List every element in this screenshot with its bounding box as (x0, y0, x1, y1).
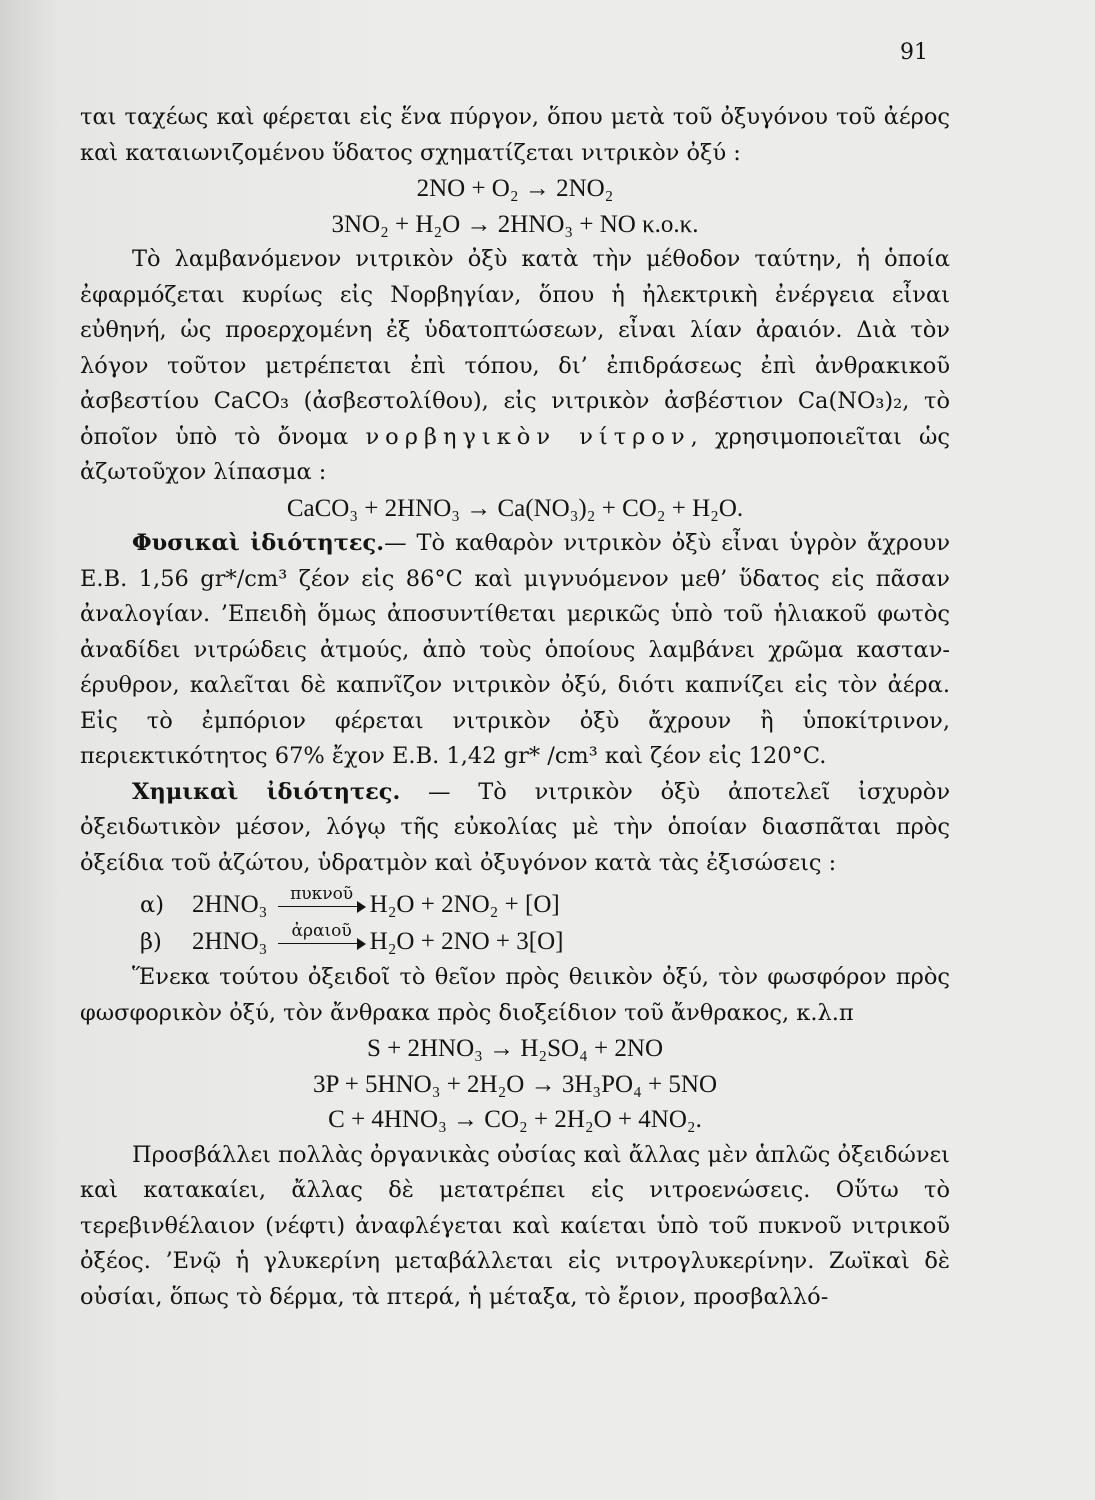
chemical-text: — Τὸ νιτρικὸν ὀξὺ ἀποτελεῖ ἰσχυρὸν ὀξειδωτικὸν μέσον, λόγῳ τῆς εὐκολίας μὲ τὴν ὁποίαν διασπᾶται πρὸς ὀξείδια τοῦ ἀζώτου, ὑδρατμὸν καὶ ὀξυγόνον κατὰ τὰς ἐξισώσεις : (80, 778, 951, 876)
physical-text: — Τὸ καθαρὸν νιτρικὸν ὀξὺ εἶναι ὑγρὸν ἄχρουν Ε.Β. 1,56 gr*/cm³ ζέον εἰς 86°C καὶ μιγνυόμενον μεθ’ ὕδατος εἰς πᾶσαν ἀναλογίαν. ’Επειδὴ ὅμως ἀποσυντίθεται μερικῶς ὑπὸ τοῦ ἡλιακοῦ φωτὸς ἀναδίδει νιτρώδεις ἀτμούς, ἀπὸ τοὺς ὁποίους λαμβάνει χρῶμα καστανέρυθρον, καλεῖται δὲ καπνῖζον νιτρικὸν ὀξύ, διότι καπνίζει εἰς τὸν ἀέρα. Εἰς τὸ ἐμπόριον φέρεται νιτρικὸν ὀξὺ ἄχρουν ἢ ὑποκίτρινον, περιεκτικότητος 67% ἔχον Ε.Β. 1,42 gr* /cm³ καὶ ζέον εἰς 120°C. (80, 530, 950, 769)
paragraph-2-text: Τὸ λαμβανόμενον νιτρικὸν ὀξὺ κατὰ τὴν μέθοδον ταύτην, ἡ ὁποία ἐφαρμόζεται κυρίως εἰς Νορβηγίαν, ὅπου ἡ ἠλεκτρικὴ ἐνέργεια εἶναι εὐθηνή, ὡς προερχομένη ἐξ ὑδατοπτώσεων, εἶναι λίαν ἀραιόν. Διὰ τὸν λόγον τοῦτον μετρέπεται ἐπὶ τόπου, δι’ ἐπιδράσεως ἐπὶ ἀνθρακικοῦ ἀσβεστίου CaCO₃ (ἀσβεστολίθου), εἰς νιτρικὸν ἀσβέστιον Ca(NO₃)₂, τὸ ὁποῖον ὑπὸ τὸ ὄνομα (80, 246, 950, 450)
equation-a-left: 2HNO₃ (192, 891, 268, 918)
heading-chemical-properties: Χημικαὶ ἰδιότητες. (132, 778, 401, 805)
equation-b-left: 2HNO₃ (192, 927, 268, 955)
arrow-icon (278, 920, 366, 953)
spaced-term: νορβηγικὸν νίτρον (365, 423, 691, 450)
equation-b-right: H₂O + 2NO + 3[O] (369, 927, 564, 955)
paragraph-physical (80, 526, 950, 775)
equation-1: 2NO + O₂ → 2NO₂ (416, 175, 614, 202)
equation-a (140, 884, 950, 924)
equation-5: 3P + 5HNO₃ + 2H₂O → 3H₃PO₄ + 5NO (312, 1070, 718, 1098)
paragraph-6: Προσβάλλει πολλὰς ὀργανικὰς οὐσίας καὶ ἄλλας μὲν ἁπλῶς ὀξειδώνει καὶ κατακαίει, ἄλλας δὲ μετατρέπει εἰς νιτροενώσεις. Οὕτω τὸ τερεβινθέλαιον (νέφτι) ἀναφλέγεται καὶ καίεται ὑπὸ τοῦ πυκνοῦ νιτρικοῦ ὀξέος. ’Ενῷ ἡ γλυκερίνη μεταβάλλεται εἰς νιτρογλυκερίνην. Ζωϊκαὶ δὲ οὐσίαι, ὅπως τὸ δέρμα, τὰ πτερά, ἡ μέταξα, τὸ ἔριον, προσβαλλό- (80, 1141, 950, 1310)
paragraph-chemical (80, 775, 950, 882)
equation-6: C + 4HNO₃ → CO₂ + 2H₂O + 4NO₂. (328, 1106, 702, 1133)
heading-physical-properties: Φυσικαὶ ἰδιότητες. (132, 530, 385, 556)
equation-a-right: H₂O + 2NO₂ + [O] (369, 891, 560, 918)
equation-3: CaCO₃ + 2HNO₃ → Ca(NO₃)₂ + CO₂ + H₂O. (286, 494, 744, 522)
equation-b (140, 920, 950, 961)
arrow-icon (278, 884, 366, 916)
page-number: 91 (900, 40, 928, 65)
equation-a-label: α) (140, 892, 164, 918)
equation-a-condition: πυκνοῦ (290, 884, 354, 904)
page-body (80, 100, 950, 1315)
equation-2: 3NO₂ + H₂O → 2HNO₃ + NO κ.ο.κ. (331, 210, 699, 238)
equation-b-condition: ἀραιοῦ (291, 920, 352, 941)
paragraph-1: ται ταχέως καὶ φέρεται εἰς ἕνα πύργον, ὅπου μετὰ τοῦ ὀξυγόνου τοῦ ἀέρος καὶ καταιωνιζομένου ὕδατος σχηματίζεται νιτρικὸν ὀξύ : (80, 104, 950, 166)
paragraph-2 (80, 242, 950, 491)
equation-b-label: β) (140, 928, 162, 955)
equation-4: S + 2HNO₃ → H₂SO₄ + 2NO (366, 1035, 664, 1062)
paragraph-2-end: , χρησιμοποιεῖται ὡς ἀζωτοῦχον λίπασμα : (80, 423, 951, 485)
paragraph-5: Ἕνεκα τούτου ὀξειδοῖ τὸ θεῖον πρὸς θειικὸν ὀξύ, τὸν φωσφόρον πρὸς φωσφορικὸν ὀξύ, τὸν ἄνθρακα πρὸς διοξείδιον τοῦ ἄνθρακος, κ.λ.π (80, 964, 950, 1026)
